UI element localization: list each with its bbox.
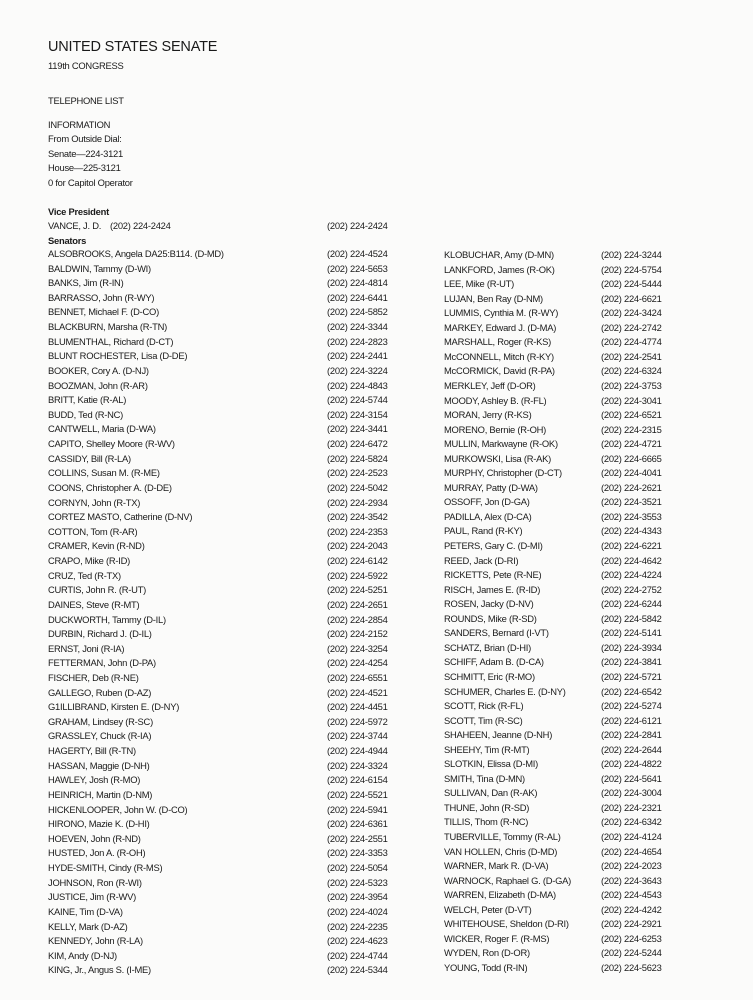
- senator-name: HYDE-SMITH, Cindy (R-MS): [48, 862, 163, 874]
- senator-phone: (202) 224-3441: [327, 423, 388, 435]
- senator-phone: (202) 224-2921: [601, 918, 662, 930]
- senator-name: HIRONO, Mazie K. (D-HI): [48, 818, 150, 830]
- senator-phone: (202) 224-4543: [601, 889, 662, 901]
- senator-name: YOUNG, Todd (R-IN): [444, 961, 528, 973]
- senator-name: KENNEDY, John (R-LA): [48, 935, 143, 947]
- senator-phone: (202) 224-3041: [601, 394, 662, 406]
- senator-phone: (202) 224-6253: [601, 932, 662, 944]
- senator-phone: (202) 224-2523: [327, 467, 388, 479]
- senator-phone: (202) 224-2152: [327, 628, 388, 640]
- senator-phone: (202) 224-3934: [601, 641, 662, 653]
- senator-phone: (202) 224-4242: [601, 903, 662, 915]
- senator-phone: (202) 224-2551: [327, 832, 388, 844]
- senator-name: MURPHY, Christopher (D-CT): [444, 467, 562, 479]
- senator-name: MURKOWSKI, Lisa (R-AK): [444, 452, 552, 464]
- senator-phone: (202) 224-4224: [601, 569, 662, 581]
- senator-phone: (202) 224-4774: [601, 336, 662, 348]
- senator-name: GRASSLEY, Chuck (R-IA): [48, 730, 152, 742]
- senator-phone: (202) 224-4024: [327, 905, 388, 917]
- senator-name: HEINRICH, Martin (D-NM): [48, 788, 153, 800]
- senator-name: SCOTT, Rick (R-FL): [444, 700, 524, 712]
- senator-name: HOEVEN, John (R-ND): [48, 832, 141, 844]
- information-line: House—225-3121: [48, 162, 121, 173]
- senator-phone: (202) 224-4124: [601, 831, 662, 842]
- senator-phone: (202) 224-5274: [601, 700, 662, 712]
- senator-phone: (202) 224-3154: [327, 408, 388, 420]
- senator-phone: (202) 224-3244: [601, 249, 662, 260]
- senator-phone: (202) 224-2823: [327, 335, 388, 347]
- senator-name: MORAN, Jerry (R-KS): [444, 409, 532, 421]
- senator-name: PAUL, Rand (R-KY): [444, 525, 523, 537]
- senator-name: WHITEHOUSE, Sheldon (D-RI): [444, 918, 569, 930]
- senator-name: COLLINS, Susan M. (R-ME): [48, 467, 160, 479]
- senator-phone: (202) 224-3004: [601, 787, 662, 799]
- senator-name: MOODY, Ashley B. (R-FL): [444, 394, 547, 406]
- senator-phone: (202) 224-5444: [601, 278, 662, 290]
- senator-name: PETERS, Gary C. (D-MI): [444, 540, 543, 551]
- senator-phone: (202) 224-3553: [601, 510, 662, 522]
- senator-phone: (202) 224-5852: [327, 306, 388, 318]
- information-line: 0 for Capitol Operator: [48, 177, 133, 188]
- senator-name: RICKETTS, Pete (R-NE): [444, 569, 542, 581]
- senator-phone: (202) 224-2541: [601, 350, 662, 362]
- senator-name: BANKS, Jim (R-IN): [48, 277, 124, 289]
- senator-name: ROUNDS, Mike (R-SD): [444, 612, 537, 624]
- senator-phone: (202) 224-2023: [601, 860, 662, 872]
- senator-phone: (202) 224-6542: [601, 685, 662, 697]
- senator-phone: (202) 224-5244: [601, 947, 662, 959]
- senator-name: McCONNELL, Mitch (R-KY): [444, 350, 554, 362]
- senator-name: BLUMENTHAL, Richard (D-CT): [48, 335, 174, 347]
- information-heading: INFORMATION: [48, 119, 111, 130]
- senator-name: MURRAY, Patty (D-WA): [444, 481, 538, 493]
- senator-phone: (202) 224-5054: [327, 862, 388, 874]
- senator-phone: (202) 224-3542: [327, 511, 388, 523]
- senator-phone: (202) 224-2321: [601, 801, 662, 813]
- senator-name: HAWLEY, Josh (R-MO): [48, 774, 141, 786]
- senator-phone: (202) 224-4843: [327, 379, 388, 391]
- senator-phone: (202) 224-3744: [327, 730, 388, 742]
- senator-phone: (202) 224-6342: [601, 816, 662, 828]
- senator-name: JOHNSON, Ron (R-WI): [48, 876, 142, 888]
- senator-name: McCORMICK, David (R-PA): [444, 365, 555, 377]
- senator-name: VAN HOLLEN, Chris (D-MD): [444, 845, 558, 857]
- senator-phone: (202) 224-6154: [327, 774, 388, 786]
- senator-name: DAINES, Steve (R-MT): [48, 598, 140, 610]
- senator-name: HUSTED, Jon A. (R-OH): [48, 847, 146, 859]
- senator-name: CASSIDY, Bill (R-LA): [48, 452, 131, 464]
- senator-phone: (202) 224-4944: [327, 745, 388, 757]
- senator-name: BLACKBURN, Marsha (R-TN): [48, 321, 168, 333]
- senator-name: BLUNT ROCHESTER, Lisa (D-DE): [48, 350, 188, 362]
- senator-phone: (202) 224-3353: [327, 847, 388, 859]
- senator-phone: (202) 224-3344: [327, 321, 388, 333]
- senator-phone: (202) 224-6472: [327, 438, 388, 450]
- vice-president-phone: (202) 224-2424: [327, 220, 388, 231]
- senator-phone: (202) 224-5521: [327, 788, 388, 800]
- senator-phone: (202) 224-2841: [601, 729, 662, 741]
- senator-phone: (202) 224-5824: [327, 452, 388, 464]
- senator-name: OSSOFF, Jon (D-GA): [444, 496, 530, 508]
- senator-name: PADILLA, Alex (D-CA): [444, 510, 532, 522]
- senator-phone: (202) 224-4623: [327, 935, 388, 947]
- senator-phone: (202) 224-3643: [601, 874, 662, 886]
- vice-president-name: VANCE, J. D.: [48, 220, 102, 231]
- senator-name: SHEEHY, Tim (R-MT): [444, 743, 530, 755]
- senator-name: LEE, Mike (R-UT): [444, 278, 514, 290]
- senator-name: SHAHEEN, Jeanne (D-NH): [444, 729, 553, 741]
- senator-name: CORNYN, John (R-TX): [48, 496, 141, 508]
- senator-name: KAINE, Tim (D-VA): [48, 905, 123, 917]
- senator-phone: (202) 224-2752: [601, 583, 662, 595]
- senator-name: BUDD, Ted (R-NC): [48, 408, 123, 420]
- senator-name: THUNE, John (R-SD): [444, 801, 530, 813]
- senator-name: LUMMIS, Cynthia M. (R-WY): [444, 307, 559, 319]
- senator-name: GRAHAM, Lindsey (R-SC): [48, 715, 153, 727]
- senator-name: BRITT, Katie (R-AL): [48, 394, 127, 406]
- senator-name: SCHIFF, Adam B. (D-CA): [444, 656, 544, 668]
- senator-phone: (202) 224-6441: [327, 291, 388, 303]
- senator-phone: (202) 224-6121: [601, 714, 662, 726]
- senator-name: SLOTKIN, Elissa (D-MI): [444, 758, 538, 770]
- senator-phone: (202) 224-5922: [327, 569, 388, 581]
- senator-phone: (202) 224-4822: [601, 758, 662, 770]
- senator-name: COTTON, Tom (R-AR): [48, 525, 138, 537]
- senator-phone: (202) 224-3254: [327, 642, 388, 654]
- senator-phone: (202) 224-4343: [601, 525, 662, 537]
- senator-phone: (202) 224-6142: [327, 555, 388, 567]
- senator-phone: (202) 224-4524: [327, 248, 388, 259]
- senator-name: ROSEN, Jacky (D-NV): [444, 598, 534, 610]
- senator-name: WARNOCK, Raphael G. (D-GA): [444, 874, 572, 886]
- senator-phone: (202) 224-5042: [327, 481, 388, 493]
- senator-name: HICKENLOOPER, John W. (D-CO): [48, 803, 188, 815]
- senator-phone: (202) 224-6621: [601, 292, 662, 304]
- senator-phone: (202) 224-5721: [601, 670, 662, 682]
- senator-name: WARREN, Elizabeth (D-MA): [444, 889, 556, 901]
- senator-phone: (202) 224-5972: [327, 715, 388, 727]
- senator-name: WYDEN, Ron (D-OR): [444, 947, 530, 959]
- senator-name: LANKFORD, James (R-OK): [444, 263, 555, 275]
- senator-name: COONS, Christopher A. (D-DE): [48, 481, 172, 493]
- senator-phone: (202) 224-4744: [327, 949, 388, 961]
- senator-phone: (202) 224-5744: [327, 394, 388, 406]
- senator-phone: (202) 224-2353: [327, 525, 388, 537]
- senator-phone: (202) 224-6244: [601, 598, 662, 610]
- senator-name: SCHUMER, Charles E. (D-NY): [444, 685, 566, 697]
- senator-name: BARRASSO, John (R-WY): [48, 291, 155, 303]
- senator-name: BENNET, Michael F. (D-CO): [48, 306, 159, 318]
- senator-name: DURBIN, Richard J. (D-IL): [48, 628, 152, 640]
- senator-phone: (202) 224-6324: [601, 365, 662, 377]
- senator-phone: (202) 224-5251: [327, 584, 388, 596]
- senator-phone: (202) 224-3224: [327, 364, 388, 376]
- senators-heading: Senators: [48, 235, 87, 246]
- senator-name: MARKEY, Edward J. (D-MA): [444, 321, 557, 333]
- senator-phone: (202) 224-6221: [601, 540, 662, 551]
- senator-phone: (202) 224-5653: [327, 262, 388, 274]
- senator-phone: (202) 224-3324: [327, 759, 388, 771]
- senator-name: SMITH, Tina (D-MN): [444, 772, 525, 784]
- senator-name: CRAPO, Mike (R-ID): [48, 555, 130, 567]
- senator-name: RISCH, James E. (R-ID): [444, 583, 541, 595]
- list-title: TELEPHONE LIST: [48, 95, 124, 106]
- senator-name: ERNST, Joni (R-IA): [48, 642, 125, 654]
- senator-phone: (202) 224-2621: [601, 481, 662, 493]
- senator-name: SCOTT, Tim (R-SC): [444, 714, 523, 726]
- senator-phone: (202) 224-3424: [601, 307, 662, 319]
- senator-name: TUBERVILLE, Tommy (R-AL): [444, 831, 561, 842]
- senator-name: WICKER, Roger F. (R-MS): [444, 932, 550, 944]
- senator-phone: (202) 224-2742: [601, 321, 662, 333]
- senator-phone: (202) 224-2644: [601, 743, 662, 755]
- senator-phone: (202) 224-4521: [327, 686, 388, 698]
- senator-name: FETTERMAN, John (D-PA): [48, 657, 156, 669]
- senator-name: CURTIS, John R. (R-UT): [48, 584, 146, 596]
- senator-name: KELLY, Mark (D-AZ): [48, 920, 128, 932]
- senator-name: CORTEZ MASTO, Catherine (D-NV): [48, 511, 193, 523]
- senator-phone: (202) 224-2441: [327, 350, 388, 362]
- senator-phone: (202) 224-4654: [601, 845, 662, 857]
- senator-phone: (202) 224-6665: [601, 452, 662, 464]
- senator-name: ALSOBROOKS, Angela DA25:B114. (D-MD): [48, 248, 224, 259]
- senator-name: CAPITO, Shelley Moore (R-WV): [48, 438, 175, 450]
- senator-name: MULLIN, Markwayne (R-OK): [444, 438, 558, 450]
- senator-name: CANTWELL, Maria (D-WA): [48, 423, 156, 435]
- congress-label: 119th CONGRESS: [48, 60, 124, 71]
- document-title: UNITED STATES SENATE: [48, 39, 218, 55]
- senator-name: CRAMER, Kevin (R-ND): [48, 540, 145, 552]
- senator-name: TILLIS, Thom (R-NC): [444, 816, 529, 828]
- senator-phone: (202) 224-5754: [601, 263, 662, 275]
- senator-name: KING, Jr., Angus S. (I-ME): [48, 964, 151, 976]
- senator-name: HAGERTY, Bill (R-TN): [48, 745, 136, 757]
- senator-name: MERKLEY, Jeff (D-OR): [444, 379, 536, 391]
- senator-name: GALLEGO, Ruben (D-AZ): [48, 686, 152, 698]
- senator-name: MORENO, Bernie (R-OH): [444, 423, 547, 435]
- vice-president-heading: Vice President: [48, 206, 109, 217]
- senator-phone: (202) 224-5323: [327, 876, 388, 888]
- senator-phone: (202) 224-3954: [327, 891, 388, 903]
- senator-phone: (202) 224-4814: [327, 277, 388, 289]
- senator-name: REED, Jack (D-RI): [444, 554, 519, 566]
- information-line: Senate—224-3121: [48, 148, 123, 159]
- senator-name: DUCKWORTH, Tammy (D-IL): [48, 613, 166, 625]
- senator-name: BALDWIN, Tammy (D-WI): [48, 262, 151, 274]
- senator-phone: (202) 224-4451: [327, 701, 388, 713]
- senator-phone: (202) 224-2854: [327, 613, 388, 625]
- senator-name: G1ILLIBRAND, Kirsten E. (D-NY): [48, 701, 180, 713]
- senator-phone: (202) 224-2934: [327, 496, 388, 508]
- senator-name: KIM, Andy (D-NJ): [48, 949, 117, 961]
- vice-president-inline-phone: (202) 224-2424: [110, 220, 171, 231]
- senator-phone: (202) 224-3521: [601, 496, 662, 508]
- senator-name: SULLIVAN, Dan (R-AK): [444, 787, 538, 799]
- senator-phone: (202) 224-2235: [327, 920, 388, 932]
- senator-phone: (202) 224-4642: [601, 554, 662, 566]
- senator-name: SCHATZ, Brian (D-HI): [444, 641, 532, 653]
- senator-phone: (202) 224-3753: [601, 379, 662, 391]
- senator-phone: (202) 224-2315: [601, 423, 662, 435]
- senator-phone: (202) 224-4254: [327, 657, 388, 669]
- senator-phone: (202) 224-2043: [327, 540, 388, 552]
- senator-phone: (202) 224-5344: [327, 964, 388, 976]
- senator-phone: (202) 224-6551: [327, 671, 388, 683]
- senator-phone: (202) 224-6521: [601, 409, 662, 421]
- senator-name: SCHMITT, Eric (R-MO): [444, 670, 535, 682]
- senator-phone: (202) 224-2651: [327, 598, 388, 610]
- senator-phone: (202) 224-4721: [601, 438, 662, 450]
- senator-phone: (202) 224-4041: [601, 467, 662, 479]
- senator-name: SANDERS, Bernard (I-VT): [444, 627, 549, 639]
- senator-phone: (202) 224-5842: [601, 612, 662, 624]
- senator-name: HASSAN, Maggie (D-NH): [48, 759, 150, 771]
- senator-name: LUJAN, Ben Ray (D-NM): [444, 292, 543, 304]
- senator-name: BOOZMAN, John (R-AR): [48, 379, 148, 391]
- senator-phone: (202) 224-6361: [327, 818, 388, 830]
- senator-name: JUSTICE, Jim (R-WV): [48, 891, 136, 903]
- senator-phone: (202) 224-5141: [601, 627, 662, 639]
- senator-name: WARNER, Mark R. (D-VA): [444, 860, 549, 872]
- senator-phone: (202) 224-5941: [327, 803, 388, 815]
- senator-phone: (202) 224-5623: [601, 961, 662, 973]
- senator-name: BOOKER, Cory A. (D-NJ): [48, 364, 149, 376]
- senator-name: CRUZ, Ted (R-TX): [48, 569, 121, 581]
- information-line: From Outside Dial:: [48, 133, 122, 144]
- senator-name: WELCH, Peter (D-VT): [444, 903, 532, 915]
- senator-phone: (202) 224-5641: [601, 772, 662, 784]
- senator-name: KLOBUCHAR, Amy (D-MN): [444, 249, 554, 260]
- senator-phone: (202) 224-3841: [601, 656, 662, 668]
- senator-name: MARSHALL, Roger (R-KS): [444, 336, 552, 348]
- senator-name: FISCHER, Deb (R-NE): [48, 671, 139, 683]
